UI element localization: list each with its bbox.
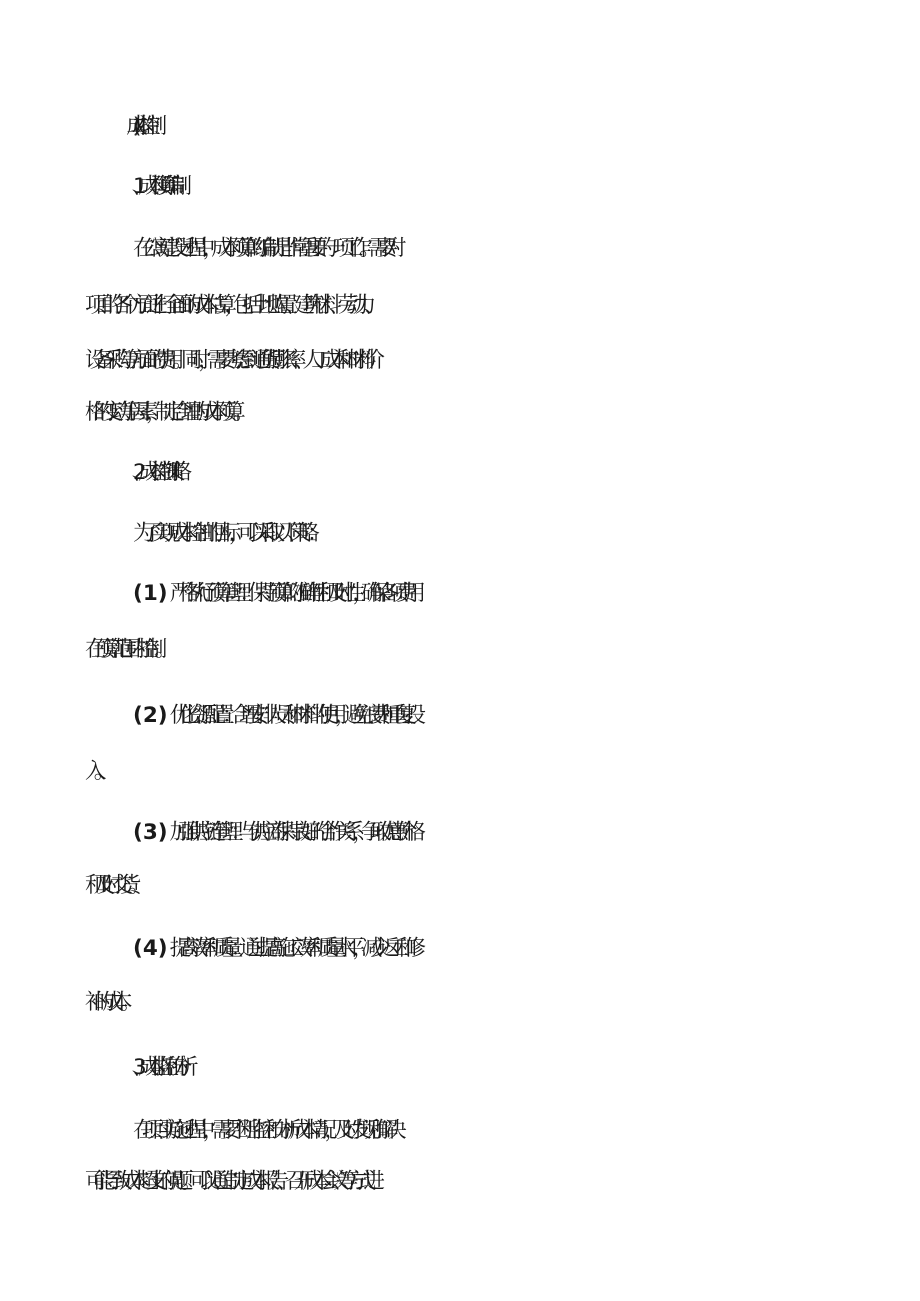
list-item-number: (2) [133, 703, 168, 728]
list-item-continuation: 在预算范围内控制。 [85, 637, 164, 662]
list-item-text: 加强供应链管理：与供应商保持良好的合作关系，争取优惠价格 [169, 820, 414, 845]
list-item-text: 优化资源配置：合理安排人员和材料的使用，避免浪费和重复投 [169, 703, 414, 728]
paragraph-line: 为了实现成本控制的目标，可以采取以下策略： [133, 521, 316, 546]
paragraph-line: 在公寓建设过程中，成本预算的编制是非常重要的一项工作。需要对 [133, 236, 395, 261]
list-item [133, 934, 920, 964]
paragraph-line: 设备采购等方面的费用。同时，需要考虑到通货膨胀率、人工成本和材料价 [85, 348, 373, 373]
paragraph-line: 项目的各个方面进行全面的成本估算，包括土地购置、建筑材料、劳动力、 [85, 293, 373, 318]
heading-cost-strategy: 2、成本控制策略 [133, 460, 178, 485]
paragraph-line: 在项目实施过程中，需要不断监控和分析成本情况，及时发现和解决 [133, 1118, 395, 1143]
heading-cost-monitoring: 3、成本监控和分析 [133, 1055, 184, 1080]
paragraph-line: 可能导致成本超支的问题。可以通过制定成本报告、召开成本会议等方式进 [85, 1169, 373, 1194]
heading-cost-budget: 1、成本预算编制 [133, 174, 178, 199]
section-title: (二)成本控制 [133, 114, 153, 139]
list-item-number: (1) [133, 581, 168, 606]
list-item-number: (3) [133, 820, 168, 845]
list-item-continuation: 和及时交货。 [85, 873, 138, 898]
list-item-number: (4) [133, 936, 168, 961]
list-item [133, 818, 920, 848]
list-item-text: 严格执行预算管理：保持预算的准确性和及时性，确保各项费用 [169, 581, 414, 606]
list-item [133, 579, 920, 609]
paragraph-line: 格的变动等因素，制定合理的成本预算。 [85, 400, 242, 425]
list-item-continuation: 入。 [85, 759, 103, 784]
list-item [133, 701, 920, 731]
list-item-text: 提高效率和质量：通过提高施工效率和质量水平，减少返工和修 [169, 936, 414, 961]
list-item-continuation: 补的成本。 [85, 990, 129, 1015]
